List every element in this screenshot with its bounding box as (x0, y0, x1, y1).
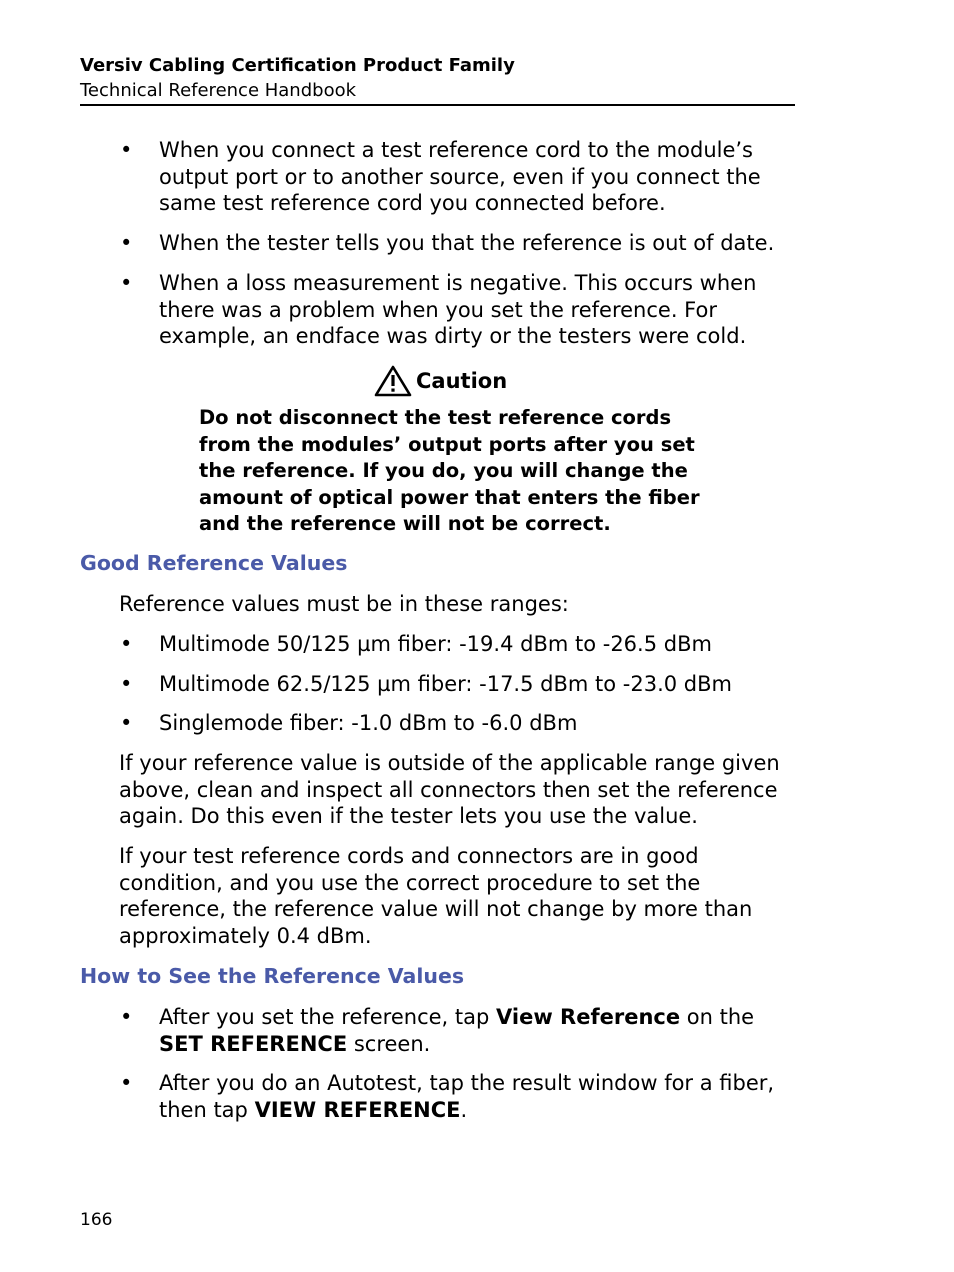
caution-text: Do not disconnect the test reference cords from the modules’ output ports after you set the reference. If you do, you will change the amount of optical power that enters the fiber and the reference will not be correct. (199, 406, 700, 535)
instruction-item: After you set the reference, tap View Reference on the SET REFERENCE screen. (159, 1005, 755, 1056)
section-intro: Reference values must be in these ranges: (119, 592, 569, 616)
bullet-marker (120, 671, 132, 698)
instruction-item: After you do an Autotest, tap the result window for a fiber, then tap VIEW REFERENCE. (159, 1071, 775, 1122)
caution-label: Caution (416, 369, 508, 393)
bullet-item: When a loss measurement is negative. This occurs when there was a problem when you set the reference. For example, an endface was dirty or the testers were cold. (159, 271, 757, 348)
bullet-item: When you connect a test reference cord to the module’s output port or to another source, even if you connect the same test reference cord you connected before. (159, 138, 761, 215)
warning-triangle-icon (374, 365, 412, 397)
range-item: Multimode 62.5/125 µm fiber: -17.5 dBm to -23.0 dBm (159, 672, 732, 696)
bullet-marker (120, 710, 132, 737)
bullet-marker (120, 631, 132, 658)
bullet-item: When the tester tells you that the reference is out of date. (159, 231, 775, 255)
caution-heading (374, 364, 507, 398)
header-rule (80, 104, 795, 106)
range-item: Singlemode fiber: -1.0 dBm to -6.0 dBm (159, 711, 578, 735)
section-heading-how-to-see-reference-values: How to See the Reference Values (80, 964, 465, 988)
ui-label-set-reference: SET REFERENCE (159, 1031, 348, 1056)
running-header-title: Versiv Cabling Certification Product Family (80, 55, 515, 76)
section-heading-good-reference-values: Good Reference Values (80, 551, 348, 575)
body-paragraph: If your test reference cords and connectors are in good condition, and you use the correct procedure to set the reference, the reference value will not change by more than approximately 0.4 dBm. (119, 844, 753, 948)
range-item: Multimode 50/125 µm fiber: -19.4 dBm to -26.5 dBm (159, 632, 712, 656)
ui-label-view-reference: View Reference (496, 1005, 681, 1029)
running-header-subtitle: Technical Reference Handbook (80, 80, 357, 101)
bullet-marker (120, 137, 132, 164)
body-paragraph: If your reference value is outside of the applicable range given above, clean and inspect all connectors then set the reference again. Do this even if the tester lets you use the value. (119, 751, 780, 828)
bullet-marker (120, 1004, 132, 1031)
page-number: 166 (80, 1210, 113, 1230)
bullet-marker (120, 1070, 132, 1097)
bullet-marker (120, 230, 132, 257)
ui-label-view-reference-caps: VIEW REFERENCE (254, 1097, 461, 1122)
bullet-marker (120, 270, 132, 297)
